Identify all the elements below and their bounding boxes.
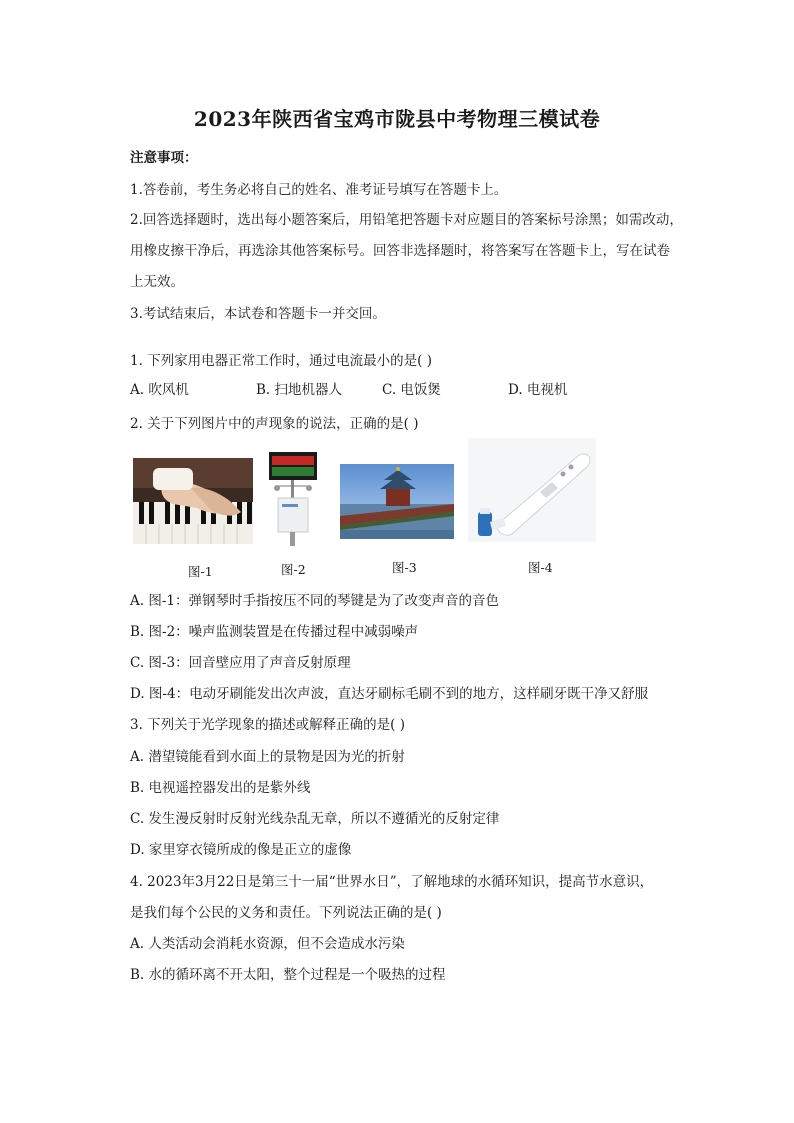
q1-option-d: D. 电视机 xyxy=(508,382,568,398)
q4-stem-line-2: 是我们每个公民的义务和责任。下列说法正确的是( ) xyxy=(130,905,442,921)
notice-item-1: 1.答卷前，考生务必将自己的姓名、准考证号填写在答题卡上。 xyxy=(130,182,508,198)
q4-stem-line-1: 4. 2023年3月22日是第三十一届“世界水日”，了解地球的水循环知识，提高节水意识， xyxy=(130,874,654,890)
q3-option-d: D. 家里穿衣镜所成的像是正立的虚像 xyxy=(130,842,352,858)
q3-option-c: C. 发生漫反射时反射光线杂乱无章，所以不遵循光的反射定律 xyxy=(130,811,500,827)
q3-stem: 3. 下列关于光学现象的描述或解释正确的是( ) xyxy=(130,717,405,733)
q4-option-a: A. 人类活动会消耗水资源，但不会造成水污染 xyxy=(130,936,405,952)
notice-item-2-line-2: 用橡皮擦干净后，再选涂其他答案标号。回答非选择题时，将答案写在答题卡上，写在试卷 xyxy=(130,243,670,259)
q2-stem: 2. 关于下列图片中的声现象的说法，正确的是( ) xyxy=(130,416,419,432)
figure-1-piano-image xyxy=(133,458,253,544)
q2-option-a: A. 图-1：弹钢琴时手指按压不同的琴键是为了改变声音的音色 xyxy=(130,593,499,609)
q2-option-c: C. 图-3：回音壁应用了声音反射原理 xyxy=(130,655,351,671)
figure-4-caption: 图-4 xyxy=(528,560,553,575)
figure-2-noise-monitor-image xyxy=(265,448,321,548)
figure-4-electric-toothbrush-image xyxy=(468,438,596,542)
figure-2-caption: 图-2 xyxy=(281,562,306,577)
notice-heading: 注意事项： xyxy=(130,150,198,166)
q3-option-b: B. 电视遥控器发出的是紫外线 xyxy=(130,780,311,796)
figure-3-caption: 图-3 xyxy=(392,560,417,575)
notice-item-3: 3.考试结束后，本试卷和答题卡一并交回。 xyxy=(130,306,386,322)
notice-item-2-line-3: 上无效。 xyxy=(130,274,184,290)
q1-option-c: C. 电饭煲 xyxy=(382,382,441,398)
q4-option-b: B. 水的循环离不开太阳，整个过程是一个吸热的过程 xyxy=(130,967,446,983)
q1-option-a: A. 吹风机 xyxy=(130,382,189,398)
page-title: 2023年陕西省宝鸡市陇县中考物理三模试卷 xyxy=(193,107,601,131)
q1-option-b: B. 扫地机器人 xyxy=(256,382,343,398)
figure-3-echo-wall-image xyxy=(340,464,454,539)
figure-1-caption: 图-1 xyxy=(188,564,213,579)
q2-option-b: B. 图-2：噪声监测装置是在传播过程中减弱噪声 xyxy=(130,624,419,640)
q3-option-a: A. 潜望镜能看到水面上的景物是因为光的折射 xyxy=(130,749,405,765)
q2-option-d: D. 图-4：电动牙刷能发出次声波，直达牙刷标毛刷不到的地方，这样刷牙既干净又舒服 xyxy=(130,686,649,702)
notice-item-2-line-1: 2.回答选择题时，选出每小题答案后，用铅笔把答题卡对应题目的答案标号涂黑；如需改动， xyxy=(130,212,683,228)
q1-stem: 1. 下列家用电器正常工作时，通过电流最小的是( ) xyxy=(130,353,432,369)
